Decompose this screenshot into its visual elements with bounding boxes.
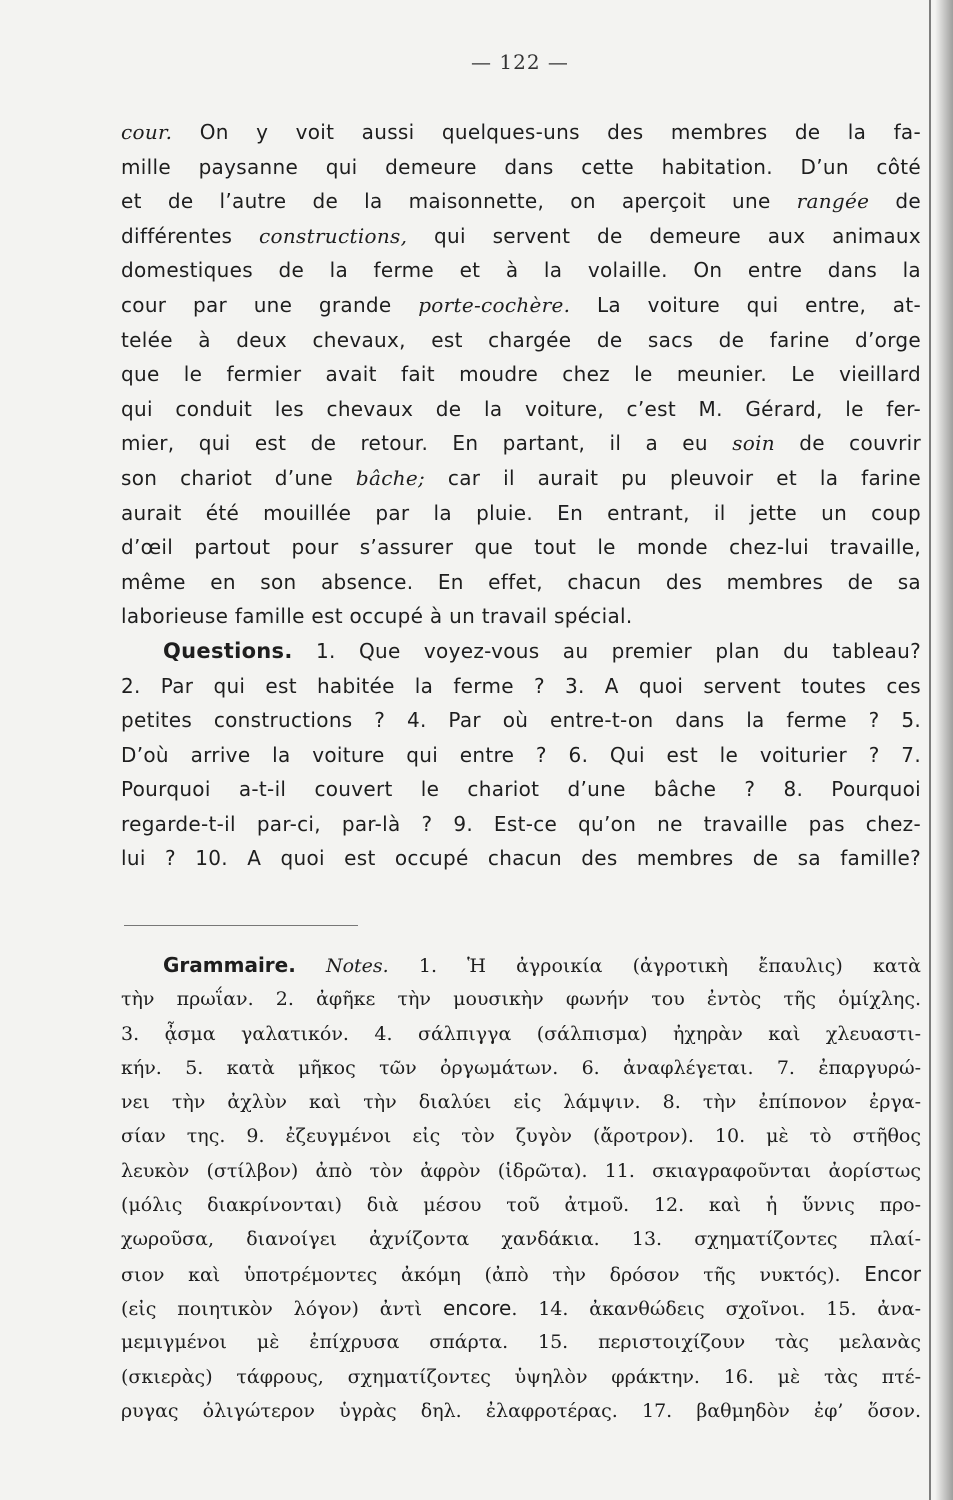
questions-line: Pourquoi a-t-il couvert le chariot d’une bâche ? 8. Pourquoi: [121, 777, 921, 802]
greek-line: 3. ᾆσμα γαλατικόν. 4. σάλπιγγα (σάλπισμα) ἠχηρὰν καὶ χλευαστι-: [121, 1022, 921, 1045]
questions-line: 2. Par qui est habitée la ferme ? 3. A quoi servent toutes ces: [121, 673, 921, 698]
text-line: [121, 426, 921, 461]
text-line: laborieuse famille est occupé à un travail spécial.: [121, 604, 633, 629]
italic-word: rangée: [796, 189, 870, 214]
page-edge-shadow: [935, 0, 953, 1500]
greek-line: χωροῦσα, διανοίγει ἀχνίζοντα χανδάκια. 13. σχηματίζοντες πλαί-: [121, 1228, 921, 1251]
greek-line: (μόλις διακρίνονται) διὰ μέσου τοῦ ἀτμοῦ. 12. καὶ ἡ ὕννις προ-: [121, 1194, 921, 1217]
text-line: domestiques de la ferme et à la volaille. On entre dans la: [121, 258, 921, 283]
grammar-notes: [121, 948, 921, 1428]
text-line: aurait été mouillée par la pluie. En entrant, il jette un coup: [121, 500, 921, 525]
greek-line: τὴν πρωΐαν. 2. ἀφῆκε τὴν μουσικὴν φωνήν του ἐντὸς τῆς ὁμίχλης.: [121, 988, 921, 1011]
italic-word: cour.: [121, 120, 173, 144]
line-text: cour par une grande: [121, 292, 419, 317]
text-line: [121, 461, 921, 496]
italic-word: bâche;: [355, 465, 426, 490]
line-text: mier, qui est de retour. En partant, il a eu: [121, 431, 733, 456]
questions-line: regarde-t-il par-ci, par-là ? 9. Est-ce qu’on ne travaille pas chez-: [121, 811, 921, 836]
notes-label: Notes.: [325, 955, 389, 977]
text-line: d’œil partout pour s’assurer que tout le monde chez-lui travaille,: [121, 535, 921, 560]
line-text: . 14. ἀκανθώδεις σχοῖνοι. 15. ἀνα-: [511, 1297, 922, 1320]
line-text: (εἰς ποιητικὸν λόγον) ἀντὶ: [121, 1297, 443, 1320]
page-number: — 122 —: [471, 50, 569, 74]
page-edge-line: [929, 0, 931, 1500]
greek-line: λευκὸν (στίλβον) ἀπὸ τὸν ἀφρὸν (ἱδρῶτα). 11. σκιαγραφοῦνται ἀορίστως: [121, 1159, 921, 1182]
greek-line: μεμιγμένοι μὲ ἐπίχρυσα σπάρτα. 15. περιστοιχίζουν τὰς μελανὰς: [121, 1331, 921, 1354]
latin-word: Encor: [864, 1261, 921, 1286]
greek-line: (σκιερὰς) τάφρους, σχηματίζοντες ὑψηλὸν φράκτην. 16. μὲ τὰς πτέ-: [121, 1365, 921, 1388]
questions-line: [121, 634, 921, 669]
italic-word: porte-cochère.: [418, 292, 571, 317]
text-line: telée à deux chevaux, est chargée de sacs de farine d’orge: [121, 327, 921, 352]
line-text: La voiture qui entre, at-: [570, 292, 921, 317]
text-line: [121, 115, 921, 150]
line-text: son chariot d’une: [121, 465, 356, 490]
line-text: 1. Ἡ ἀγροικία (ἀγροτικὴ ἔπαυλις) κατὰ: [388, 955, 921, 977]
italic-word: soin: [732, 431, 775, 456]
greek-line: σίαν της. 9. ἐζευγμένοι εἰς τὸν ζυγὸν (ἄροτρον). 10. μὲ τὸ στῆθος: [121, 1125, 921, 1148]
greek-line: [121, 1291, 921, 1325]
line-text: σιον καὶ ὑποτρέμοντες ἀκόμη (ἀπὸ τὴν δρόσον τῆς νυκτός).: [121, 1263, 865, 1286]
line-text: qui servent de demeure aux animaux: [407, 223, 921, 248]
questions-line: petites constructions ? 4. Par où entre-t-on dans la ferme ? 5.: [121, 708, 921, 733]
greek-line: ρυγας ὀλιγώτερον ὑγρὰς δηλ. ἐλαφροτέρας. 17. βαθμηδὸν ἐφ’ ὅσον.: [121, 1399, 921, 1422]
line-text: 1. Que voyez-vous au premier plan du tableau?: [292, 638, 921, 663]
text-line: même en son absence. En effet, chacun des membres de sa: [121, 569, 921, 594]
line-text: de: [869, 189, 921, 214]
grammaire-heading: Grammaire.: [163, 953, 296, 977]
line-text: car il aurait pu pleuvoir et la farine: [425, 465, 921, 490]
text-line: qui conduit les chevaux de la voiture, c’est M. Gérard, le fer-: [121, 396, 921, 421]
greek-line: κήν. 5. κατὰ μῆκος τῶν ὀργωμάτων. 6. ἀναφλέγεται. 7. ἐπαργυρώ-: [121, 1056, 921, 1079]
text-line: [121, 288, 921, 323]
text-line: mille paysanne qui demeure dans cette habitation. D’un côté: [121, 154, 921, 179]
greek-line: νει τὴν ἀχλὺν καὶ τὴν διαλύει εἰς λάμψιν. 8. τὴν ἐπίπονον ἐργα-: [121, 1091, 921, 1114]
prose-passage: [121, 115, 921, 876]
questions-line: D’où arrive la voiture qui entre ? 6. Qui est le voiturier ? 7.: [121, 742, 921, 767]
italic-word: constructions,: [259, 223, 408, 248]
greek-line: [121, 948, 921, 982]
line-text: et de l’autre de la maisonnette, on aperçoit une: [121, 189, 797, 214]
questions-line: lui ? 10. A quoi est occupé chacun des membres de sa famille?: [121, 846, 921, 871]
text-line: [121, 184, 921, 219]
latin-word: encore: [443, 1295, 512, 1320]
text-line: [121, 219, 921, 254]
questions-heading: Questions.: [163, 638, 293, 663]
greek-line: [121, 1257, 921, 1291]
line-text: de couvrir: [774, 431, 922, 456]
text-line: que le fermier avait fait moudre chez le meunier. Le vieillard: [121, 362, 921, 387]
section-divider: [124, 925, 358, 926]
line-text: On y voit aussi quelques-uns des membres de la fa-: [172, 120, 921, 144]
line-text: différentes: [121, 223, 260, 248]
